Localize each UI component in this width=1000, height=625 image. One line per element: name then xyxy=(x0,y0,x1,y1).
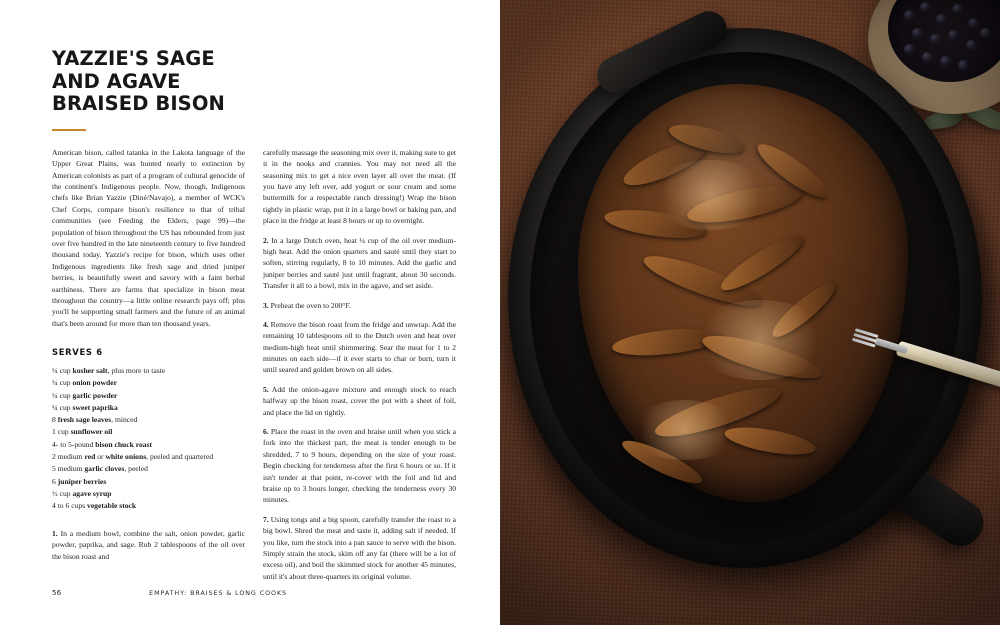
list-item: ¼ cup onion powder xyxy=(52,378,117,388)
step-7: 7. Using tongs and a big spoon, carefully transfer the roast to a big bowl. Shred the meat and taste it, adding salt if needed. If you like, turn the stock into a pan sauce to serve with the bison. Simply strain the stock, skim off any fat (there will be a lot of excess oil), and boil the skimmed stock for another 45 minutes, until it's about three-quarters its original volume. xyxy=(263,514,456,581)
ingredient-list xyxy=(52,366,245,512)
list-item: ¼ cup kosher salt, plus more to taste xyxy=(52,366,166,376)
recipe-intro: American bison, called tatanka in the Lakota language of the Upper Great Plains, was hunted nearly to extinction by American colonists as part of a program of cultural genocide of the continent's Indigenous people. Now, though, Indigenous chefs like Brian Yazzie (Diné/Navajo), a member of WCK's Chef Corps, compare bison's resilience to that of tribal communities (see Feeding the Elders, page 99)—the population of bison throughout the US has rebounded from just over five hundred in the late nineteenth century to five hundred thousand today. Yazzie's recipe for bison, which uses other Indigenous ingredients like fresh sage and dried juniper berries, is beautifully sweet and savory with a faint herbal earthiness. There are farms that specialize in bison meat throughout the country—a little online research pays off; plus you'll be supporting small farmers and the future of an animal that's been around for more than ten thousand years. xyxy=(52,147,245,328)
list-item: ¼ cup garlic powder xyxy=(52,390,118,400)
list-item: 4- to 5-pound bison chuck roast xyxy=(52,439,153,449)
folio-page-number: 56 xyxy=(52,588,62,597)
title-rule xyxy=(52,129,86,131)
list-item: 1 cup sunflower oil xyxy=(52,427,113,437)
recipe-photograph xyxy=(500,0,1000,625)
list-item: 8 fresh sage leaves, minced xyxy=(52,415,138,425)
serves-label: SERVES 6 xyxy=(52,347,103,358)
step-4: 4. Remove the bison roast from the fridge and unwrap. Add the remaining 10 tablespoons oil to the Dutch oven and heat over medium-high heat until shimmering. Sear the meat for 1 to 2 minutes on each side—if it ever starts to char or burn, turn it until seared and golden brown on all sides. xyxy=(263,319,456,375)
photo-vignette xyxy=(500,0,1000,625)
list-item: 6 juniper berries xyxy=(52,476,107,486)
page-footer xyxy=(52,588,464,597)
step-3: 3. Preheat the oven to 200°F. xyxy=(263,300,351,310)
step-6: 6. Place the roast in the oven and braise until when you stick a fork into the thickest part, the meat is tender enough to be shredded, 7 to 9 hours, depending on the size of your roast. Begin checking for tenderness after the first 6 hours or so. If it isn't tender at that point, re-cover with the foil and lid and braise up to 3 hours longer, checking the tenderness every 30 minutes. xyxy=(263,427,456,505)
page-title: YAZZIE'S SAGE AND AGAVE BRAISED BISON xyxy=(52,47,225,116)
step-1-continued: carefully massage the seasoning mix over it, making sure to get it in the nooks and crannies. You may not need all the seasoning mix to get a nice even layer all over the meat. (If you have any left over, add yogurt or sour cream and some buttermilk for a respectable ranch dressing!) Wrap the bison tightly in plastic wrap, put it in a large bowl or baking pan, and place in the fridge at least 8 hours or up to overnight. xyxy=(263,147,456,226)
list-item: ¼ cup sweet paprika xyxy=(52,402,118,412)
column-left xyxy=(52,147,245,590)
two-column-body xyxy=(52,147,464,590)
step-1-partial: 1. In a medium bowl, combine the salt, onion powder, garlic powder, paprika, and sage. Rub 2 tablespoons of the oil over the bison roast and xyxy=(52,528,245,561)
running-head: EMPATHY: BRAISES & LONG COOKS xyxy=(149,589,287,597)
step-5: 5. Add the onion-agave mixture and enough stock to reach halfway up the bison roast, cover the pot with a sheet of foil, and place the lid on tightly. xyxy=(263,384,456,417)
list-item: 2 medium red or white onions, peeled and quartered xyxy=(52,452,214,462)
list-item: 4 to 6 cups vegetable stock xyxy=(52,501,137,511)
column-right xyxy=(263,147,456,590)
step-2: 2. In a large Dutch oven, heat ¼ cup of the oil over medium-high heat. Add the onion quarters and sauté until they start to soften, stirring regularly, 8 to 10 minutes. Add the garlic and juniper berries and sauté just until fragrant, about 30 seconds. Transfer it all to a bowl, mix in the agave, and set aside. xyxy=(263,235,456,291)
list-item: 5 medium garlic cloves, peeled xyxy=(52,464,148,474)
list-item: ½ cup agave syrup xyxy=(52,488,112,498)
